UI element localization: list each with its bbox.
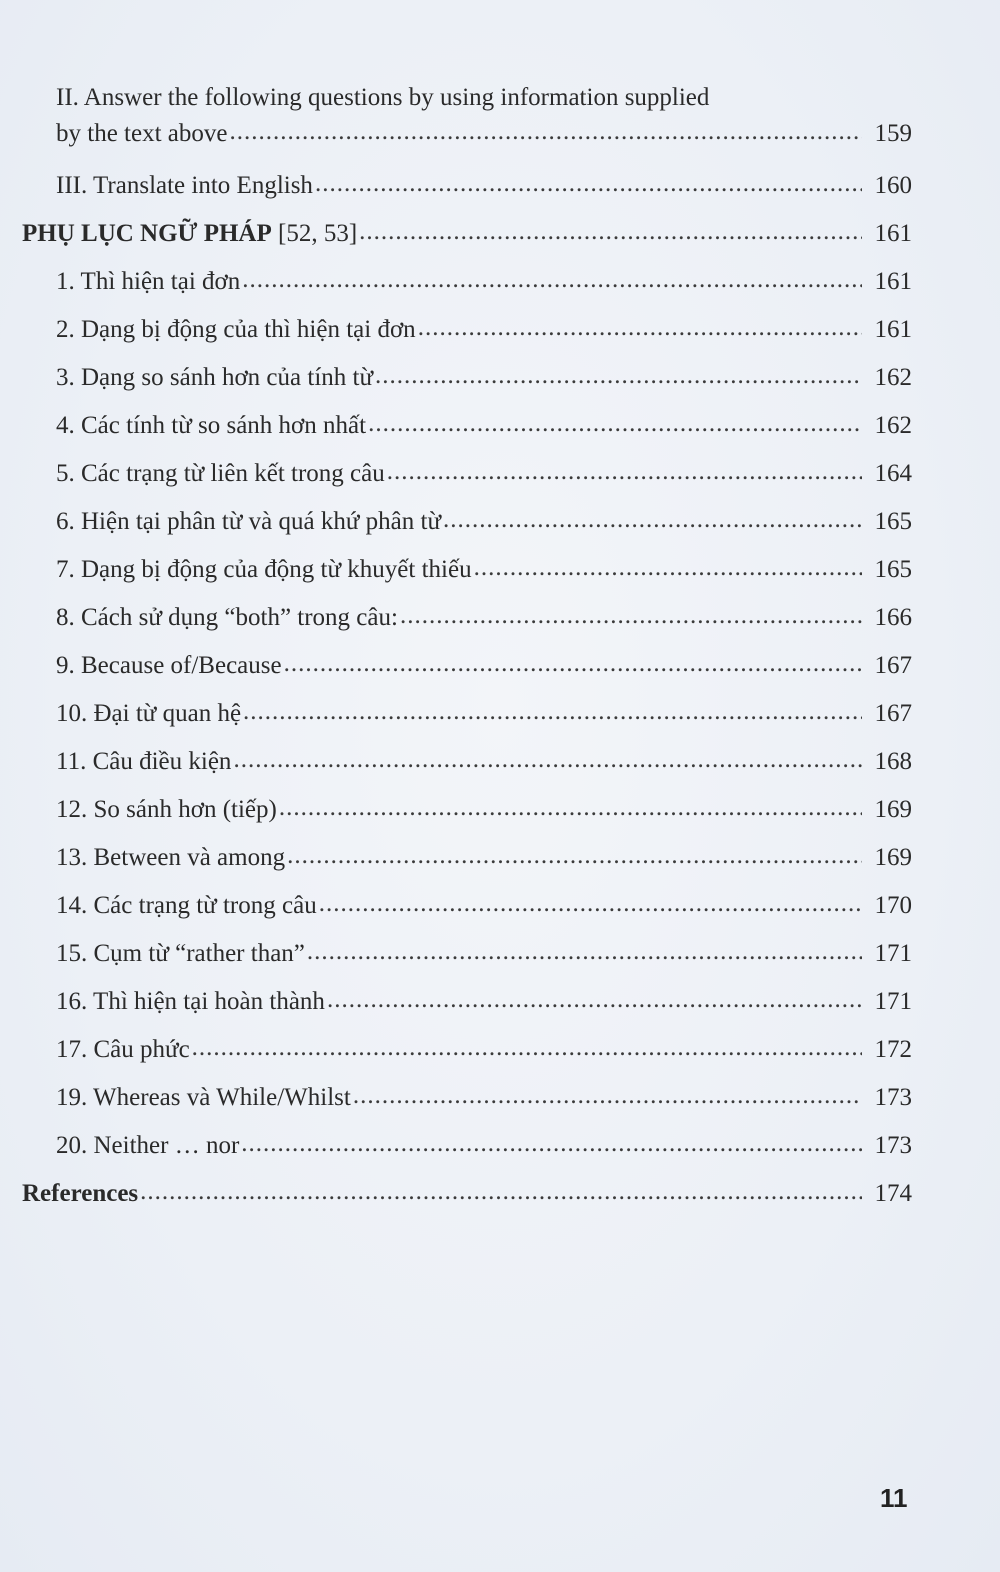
toc-entry[interactable] [0, 452, 1000, 500]
toc-entry-title [56, 458, 385, 490]
toc-entry-title-text: 8. Cách sử dụng “both” trong câu: [56, 604, 398, 631]
dot-leader [327, 984, 862, 1016]
toc-entry-page: 162 [874, 364, 912, 391]
toc-entry-title [56, 1130, 239, 1162]
toc-entry-title [56, 794, 277, 826]
toc-entry-title-text: 13. Between và among [56, 844, 286, 871]
dot-leader [233, 744, 862, 776]
toc-entry-page: 169 [874, 796, 912, 823]
toc-entry-page: 161 [874, 268, 912, 295]
toc-entry-title [56, 986, 325, 1018]
dot-leader [229, 116, 862, 148]
toc-entry-title [56, 698, 241, 730]
toc-entry-page: 165 [874, 508, 912, 535]
toc-entry-page: 162 [874, 412, 912, 439]
toc-entry-page: 164 [874, 460, 912, 487]
toc-entry-page: 161 [874, 220, 912, 247]
toc-entry-title [56, 170, 313, 202]
dot-leader [375, 360, 862, 392]
toc-entry-title-text: 11. Câu điều kiện [56, 748, 232, 775]
toc-entry-title-text: References [22, 1180, 139, 1207]
toc-entry-title-text: 15. Cụm từ “rather than” [56, 940, 305, 967]
dot-leader [284, 648, 862, 680]
toc-entry[interactable] [0, 836, 1000, 884]
toc-entry-title [56, 842, 285, 874]
toc-entry-title [56, 938, 305, 970]
toc-entry-title-line2: by the text above [56, 120, 228, 147]
toc-entry-title-text: 19. Whereas và While/Whilst [56, 1084, 351, 1111]
dot-leader [387, 456, 862, 488]
toc-entry-page: 170 [874, 892, 912, 919]
toc-entry-title [56, 602, 398, 634]
table-of-contents [0, 80, 1000, 1220]
toc-entry-title-text: 3. Dạng so sánh hơn của tính từ [56, 364, 374, 391]
toc-entry-page: 174 [874, 1180, 912, 1207]
toc-entry[interactable] [0, 932, 1000, 980]
toc-entry-page: 168 [874, 748, 912, 775]
toc-entry-title [56, 1082, 351, 1114]
toc-entry-page: 171 [874, 988, 912, 1015]
toc-entry-title-text: 7. Dạng bị động của động từ khuyết thiếu [56, 556, 472, 583]
toc-entry-page: 166 [874, 604, 912, 631]
toc-entry[interactable] [0, 596, 1000, 644]
toc-entry-title-text: 2. Dạng bị động của thì hiện tại đơn [56, 316, 416, 343]
toc-entry-page: 169 [874, 844, 912, 871]
toc-entry[interactable] [0, 644, 1000, 692]
toc-entry-title-text: 9. Because of/Because [56, 652, 282, 679]
toc-entry-title [56, 410, 366, 442]
toc-entry[interactable] [0, 260, 1000, 308]
toc-list [0, 164, 1000, 1220]
dot-leader [243, 696, 862, 728]
toc-entry-page: 167 [874, 700, 912, 727]
toc-entry-title [56, 650, 282, 682]
toc-entry-title [22, 1178, 138, 1210]
toc-entry[interactable] [0, 164, 1000, 212]
toc-entry-title-line1: II. Answer the following questions by using information supplied [56, 84, 710, 111]
toc-entry[interactable] [0, 308, 1000, 356]
toc-entry[interactable] [0, 1172, 1000, 1220]
dot-leader [353, 1080, 862, 1112]
dot-leader [242, 264, 862, 296]
dot-leader [287, 840, 862, 872]
toc-entry-title-text: 20. Neither … nor [56, 1132, 240, 1159]
toc-entry-title-text: 14. Các trạng từ trong câu [56, 892, 317, 919]
dot-leader [192, 1032, 862, 1064]
toc-entry[interactable] [0, 212, 1000, 260]
toc-entry-title [22, 218, 357, 250]
toc-entry-title [56, 1034, 190, 1066]
toc-entry-title-text: 10. Đại từ quan hệ [56, 700, 242, 727]
toc-entry-title-text: 1. Thì hiện tại đơn [56, 268, 241, 295]
dot-leader [443, 504, 862, 536]
toc-entry-page: 171 [874, 940, 912, 967]
toc-entry[interactable] [0, 980, 1000, 1028]
toc-entry-title-text: PHỤ LỤC NGỮ PHÁP [22, 220, 272, 247]
toc-entry-title-text: 6. Hiện tại phân từ và quá khứ phân từ [56, 508, 442, 535]
dot-leader [241, 1128, 862, 1160]
toc-entry[interactable] [0, 884, 1000, 932]
toc-entry-title-text: III. Translate into English [56, 172, 313, 199]
toc-entry-page: 165 [874, 556, 912, 583]
toc-entry[interactable] [0, 1076, 1000, 1124]
toc-entry[interactable] [0, 692, 1000, 740]
toc-entry[interactable] [0, 548, 1000, 596]
toc-entry[interactable] [0, 1124, 1000, 1172]
toc-entry-title-text: 4. Các tính từ so sánh hơn nhất [56, 412, 367, 439]
toc-entry-page: 160 [874, 172, 912, 199]
dot-leader [140, 1176, 862, 1208]
toc-entry[interactable] [0, 740, 1000, 788]
toc-entry[interactable] [0, 356, 1000, 404]
toc-entry-page: 161 [874, 316, 912, 343]
toc-entry-title [56, 506, 441, 538]
toc-entry-title-suffix: [52, 53] [271, 220, 358, 247]
toc-entry[interactable] [0, 788, 1000, 836]
toc-entry-page: 172 [874, 1036, 912, 1063]
toc-entry-title [56, 266, 240, 298]
toc-entry-title [56, 314, 416, 346]
toc-entry-title [56, 746, 231, 778]
toc-entry[interactable] [0, 404, 1000, 452]
page-number: 11 [880, 1483, 908, 1513]
toc-entry-page: 173 [874, 1084, 912, 1111]
dot-leader [279, 792, 862, 824]
toc-entry[interactable] [0, 1028, 1000, 1076]
toc-entry-page: 167 [874, 652, 912, 679]
toc-entry-title [56, 554, 472, 586]
toc-entry-title [56, 890, 317, 922]
dot-leader [474, 552, 862, 584]
dot-leader [319, 888, 862, 920]
dot-leader [400, 600, 862, 632]
toc-entry-title-text: 12. So sánh hơn (tiếp) [56, 796, 277, 823]
dot-leader [359, 216, 862, 248]
toc-entry[interactable] [0, 500, 1000, 548]
toc-entry-title-text: 5. Các trạng từ liên kết trong câu [56, 460, 385, 487]
toc-entry-title-text: 17. Câu phức [56, 1036, 190, 1063]
toc-entry-answer-questions[interactable] [0, 80, 1000, 164]
dot-leader [315, 168, 862, 200]
dot-leader [368, 408, 862, 440]
toc-entry-page: 159 [874, 120, 912, 147]
toc-entry-title [56, 362, 373, 394]
dot-leader [418, 312, 862, 344]
toc-entry-page: 173 [874, 1132, 912, 1159]
dot-leader [307, 936, 862, 968]
toc-entry-title-text: 16. Thì hiện tại hoàn thành [56, 988, 325, 1015]
